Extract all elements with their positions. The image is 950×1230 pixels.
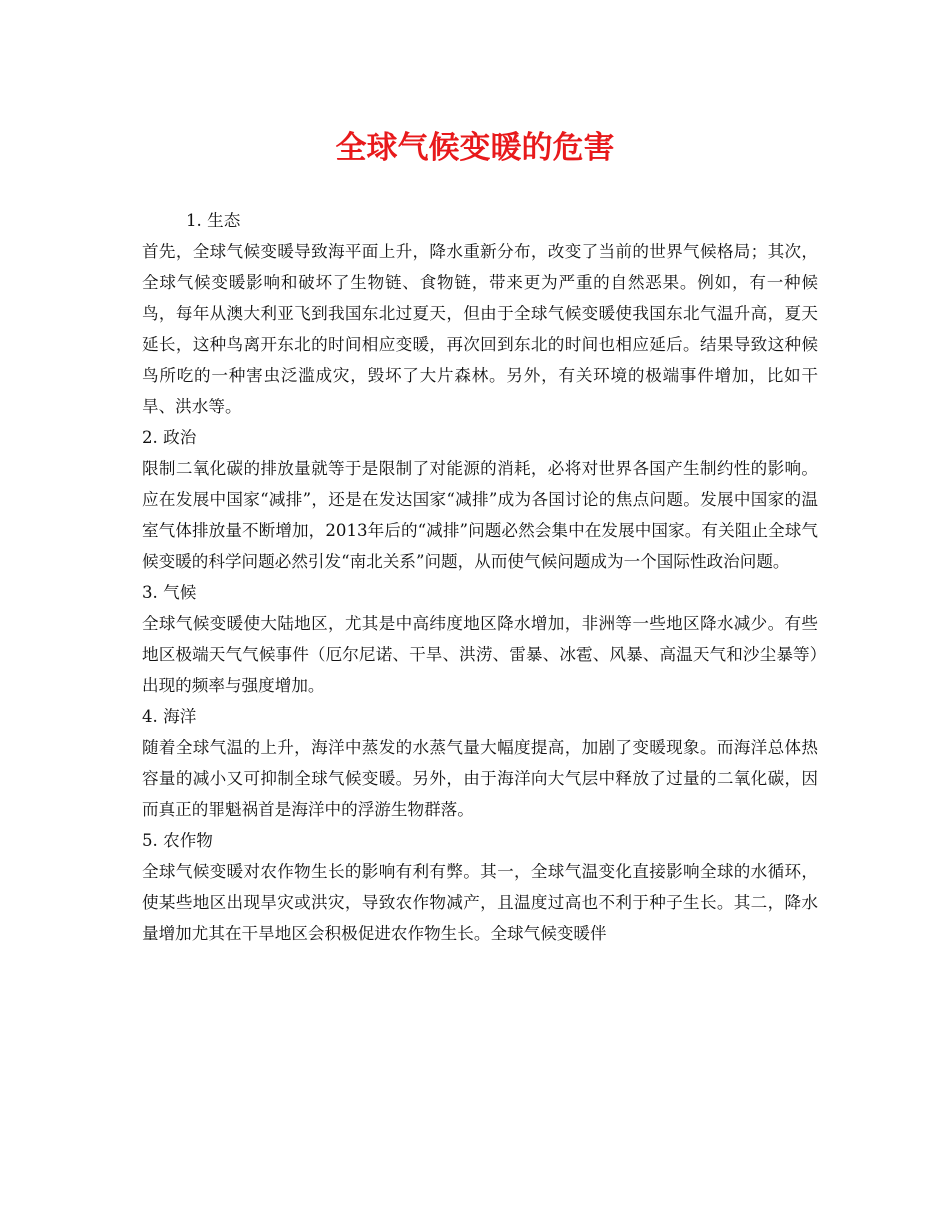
section-heading-politics: 2. 政治 xyxy=(142,428,197,447)
section-body-crops: 全球气候变暖对农作物生长的影响有利有弊。其一，全球气温变化直接影响全球的水循环，使某些地区出现旱灾或洪灾，导致农作物减产，且温度过高也不利于种子生长。其二，降水量增加尤其在干旱地区会积极促进农作物生长。全球气候变暖伴 xyxy=(142,862,818,943)
section-heading-climate: 3. 气候 xyxy=(142,583,197,602)
section-heading-ocean: 4. 海洋 xyxy=(142,707,197,726)
section-body-climate: 全球气候变暖使大陆地区，尤其是中高纬度地区降水增加，非洲等一些地区降水减少。有些地区极端天气气候事件（厄尔尼诺、干旱、洪涝、雷暴、冰雹、风暴、高温天气和沙尘暴等）出现的频率与强度增加。 xyxy=(142,614,818,695)
document-title: 全球气候变暖的危害 xyxy=(335,130,615,166)
section-heading-ecology: 1. 生态 xyxy=(186,211,241,230)
section-body-politics: 限制二氧化碳的排放量就等于是限制了对能源的消耗，必将对世界各国产生制约性的影响。应在发展中国家“减排”，还是在发达国家“减排”成为各国讨论的焦点问题。发展中国家的温室气体排放量不断增加，2013年后的“减排”问题必然会集中在发展中国家。有关阻止全球气候变暖的科学问题必然引发“南北关系”问题，从而使气候问题成为一个国际性政治问题。 xyxy=(142,459,818,571)
document-body xyxy=(142,205,818,949)
section-body-ecology: 首先，全球气候变暖导致海平面上升，降水重新分布，改变了当前的世界气候格局；其次，全球气候变暖影响和破坏了生物链、食物链，带来更为严重的自然恶果。例如，有一种候鸟，每年从澳大利亚飞到我国东北过夏天，但由于全球气候变暖使我国东北气温升高，夏天延长，这种鸟离开东北的时间相应变暖，再次回到东北的时间也相应延后。结果导致这种候鸟所吃的一种害虫泛滥成灾，毁坏了大片森林。另外，有关环境的极端事件增加，比如干旱、洪水等。 xyxy=(142,242,818,416)
section-heading-crops: 5. 农作物 xyxy=(142,831,213,850)
section-body-ocean: 随着全球气温的上升，海洋中蒸发的水蒸气量大幅度提高，加剧了变暖现象。而海洋总体热容量的减小又可抑制全球气候变暖。另外，由于海洋向大气层中释放了过量的二氧化碳，因而真正的罪魁祸首是海洋中的浮游生物群落。 xyxy=(142,738,818,819)
